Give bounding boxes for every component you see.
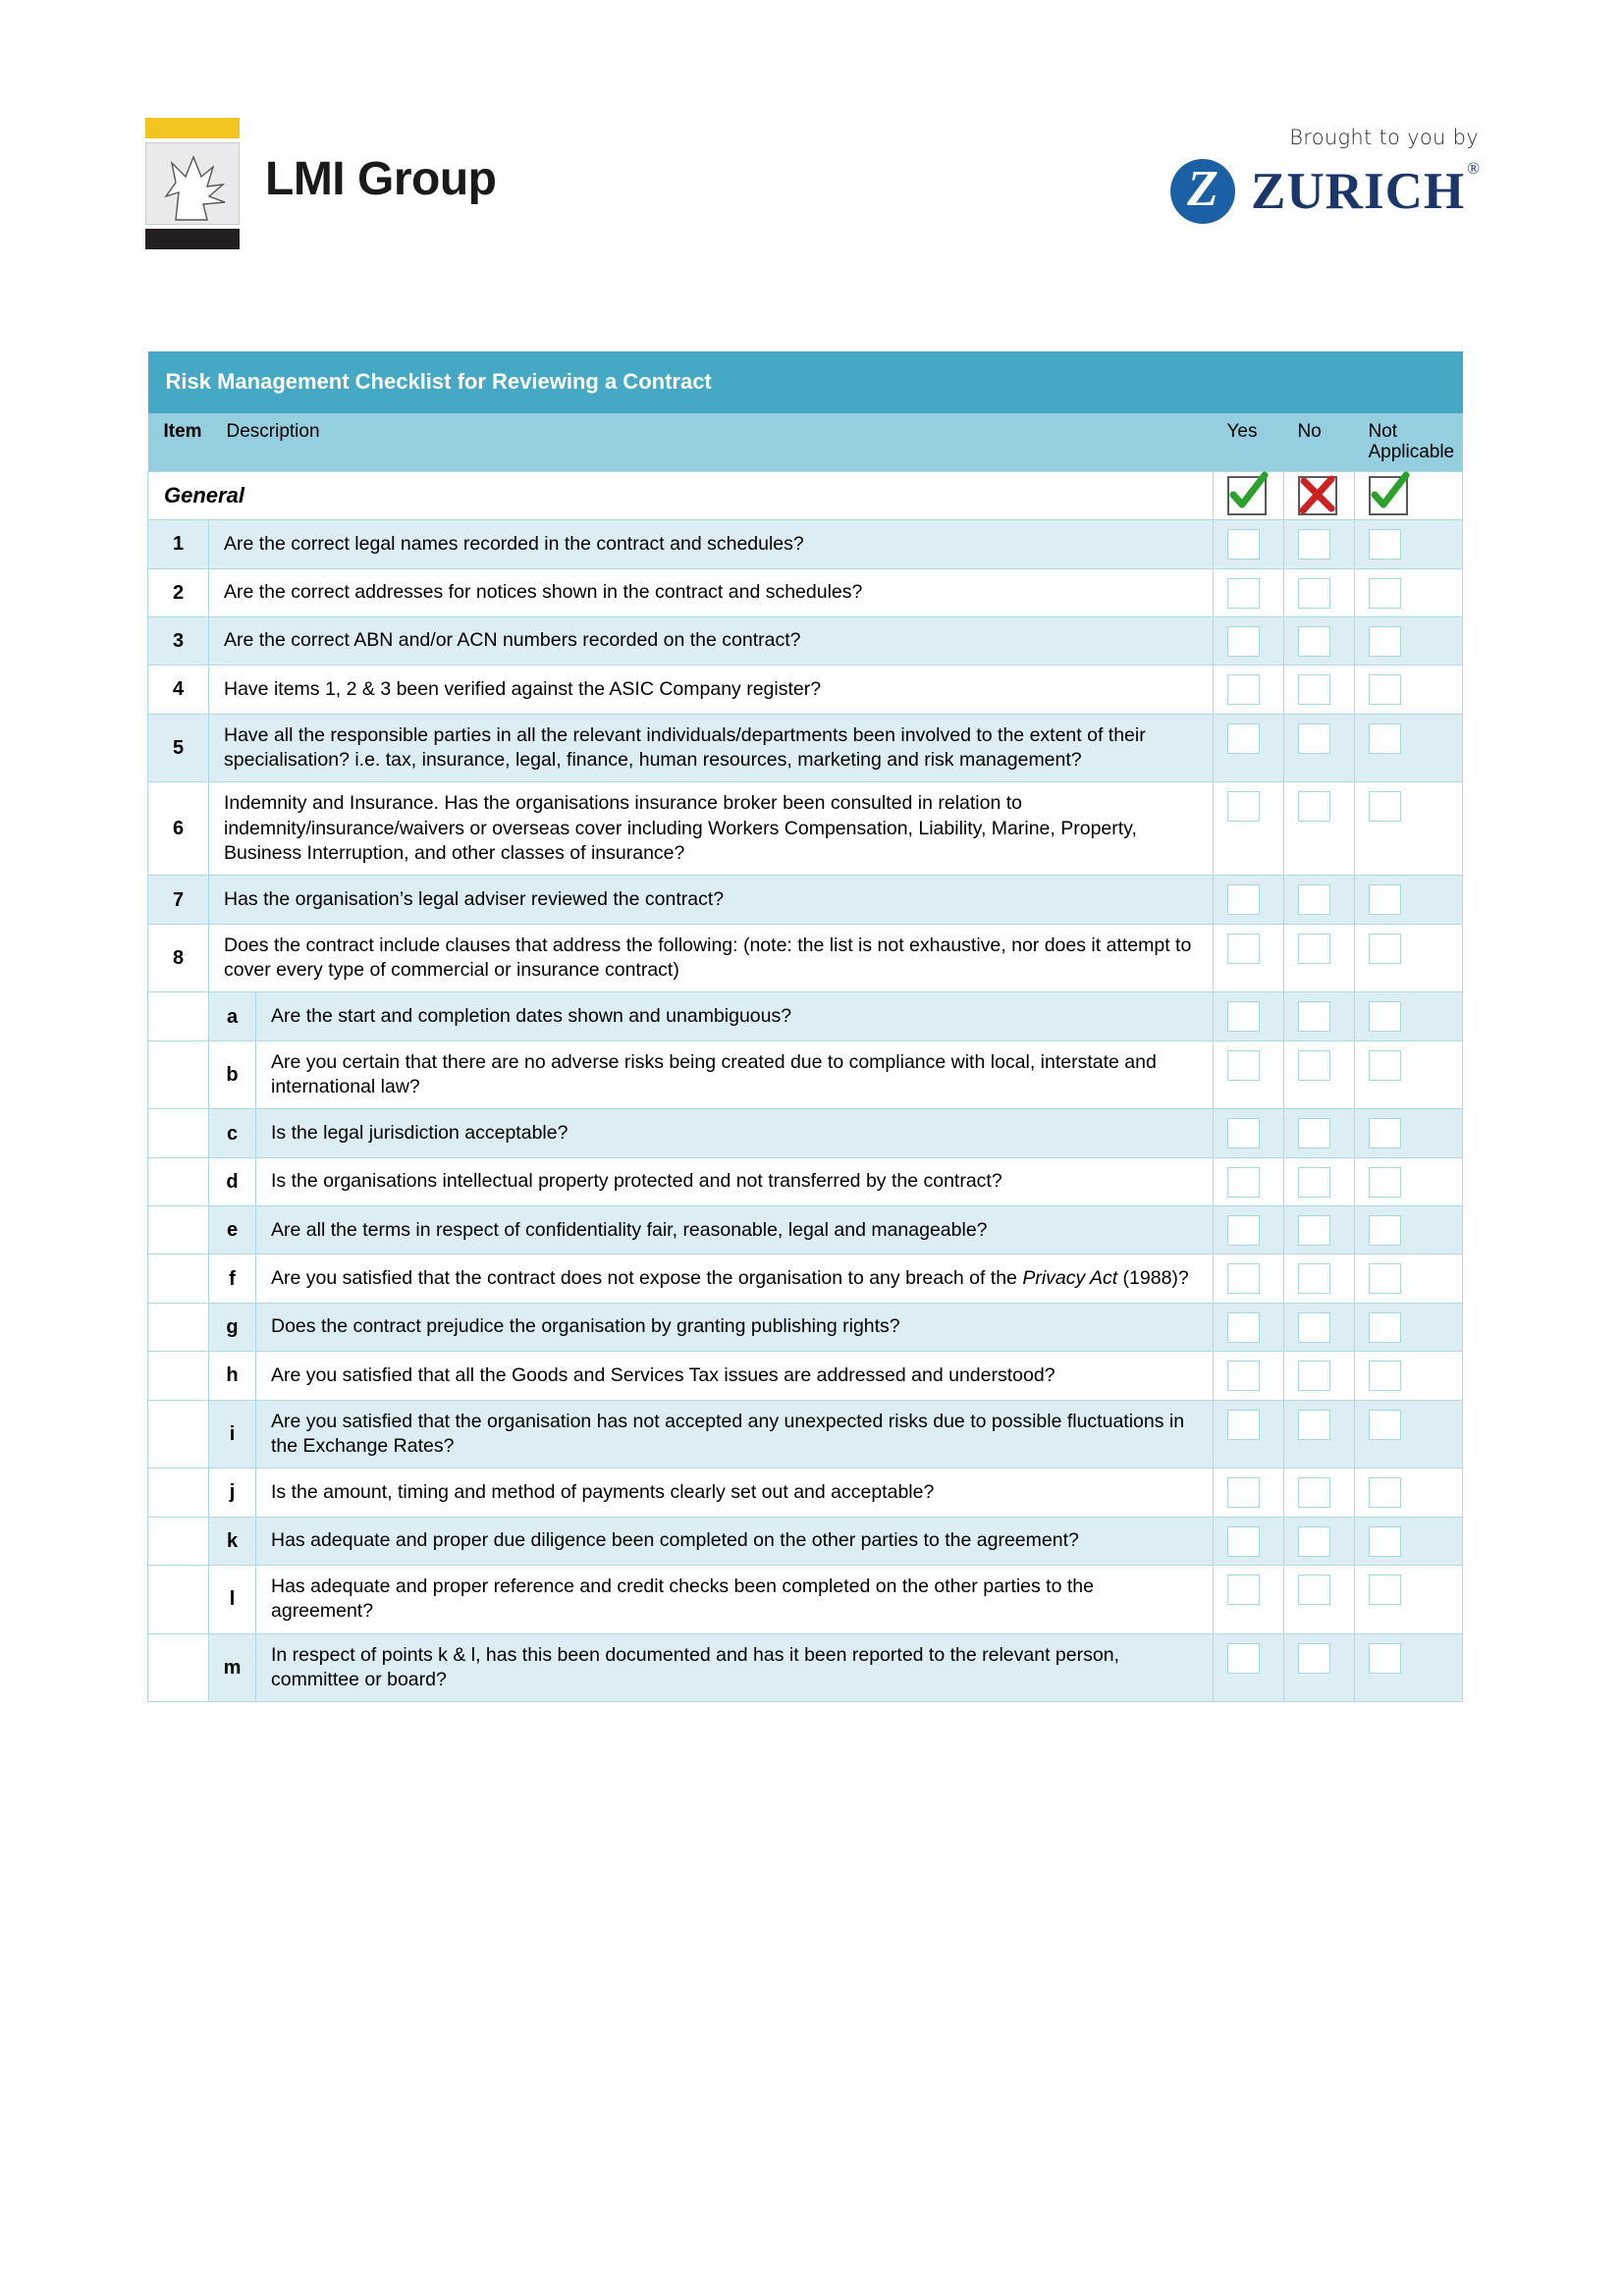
na-checkbox-cell[interactable]	[1354, 520, 1462, 568]
no-checkbox[interactable]	[1298, 1526, 1330, 1557]
no-checkbox[interactable]	[1298, 1118, 1330, 1148]
na-checkbox-cell[interactable]	[1354, 1633, 1462, 1702]
table-row	[148, 1206, 1463, 1255]
row-letter: j	[209, 1468, 256, 1517]
indent-cell	[148, 1565, 209, 1633]
no-checkbox-cell[interactable]	[1283, 1109, 1354, 1157]
na-checkbox-cell[interactable]	[1354, 1303, 1462, 1351]
indent-cell	[148, 1041, 209, 1109]
no-checkbox[interactable]	[1298, 723, 1330, 754]
row-description: Are all the terms in respect of confidentiality fair, reasonable, legal and manageable?	[256, 1206, 1214, 1255]
yes-checkbox[interactable]	[1227, 1477, 1260, 1508]
green-check-icon	[1369, 476, 1408, 515]
na-checkbox[interactable]	[1369, 1167, 1401, 1198]
yes-checkbox-cell[interactable]	[1213, 1206, 1283, 1255]
risk-management-checklist-table	[147, 351, 1463, 1702]
general-section-label: General	[148, 472, 1214, 520]
no-checkbox-cell[interactable]	[1283, 1400, 1354, 1468]
no-checkbox-cell[interactable]	[1283, 1157, 1354, 1205]
row-description	[256, 1255, 1214, 1303]
column-header-row	[148, 413, 1463, 472]
row-description: Have all the responsible parties in all the relevant individuals/departments been involved to the extent of their specialisation? i.e. tax, insurance, legal, finance, human resources, marketing and risk management?	[209, 714, 1214, 782]
no-checkbox[interactable]	[1298, 1215, 1330, 1246]
table-row	[148, 1109, 1463, 1157]
lmi-logo-mark	[145, 118, 240, 249]
no-checkbox-cell[interactable]	[1283, 714, 1354, 782]
no-checkbox-cell[interactable]	[1283, 1468, 1354, 1517]
na-checkbox[interactable]	[1369, 529, 1401, 560]
yes-checkbox-cell[interactable]	[1213, 1468, 1283, 1517]
yes-checkbox[interactable]	[1227, 1410, 1260, 1440]
red-cross-icon	[1298, 476, 1337, 515]
row-number: 6	[148, 782, 209, 876]
table-row	[148, 714, 1463, 782]
no-checkbox-cell[interactable]	[1283, 568, 1354, 616]
row-description: Does the contract prejudice the organisation by granting publishing rights?	[256, 1303, 1214, 1351]
table-row	[148, 1565, 1463, 1633]
no-checkbox-cell[interactable]	[1283, 616, 1354, 665]
checklist-container	[147, 351, 1463, 1702]
no-checkbox-cell[interactable]	[1283, 876, 1354, 924]
indent-cell	[148, 1206, 209, 1255]
yes-checkbox-cell[interactable]	[1213, 666, 1283, 714]
table-row	[148, 1633, 1463, 1702]
yes-checkbox[interactable]	[1227, 1001, 1260, 1032]
no-checkbox-cell[interactable]	[1283, 924, 1354, 992]
row-description: Has adequate and proper due diligence been completed on the other parties to the agreement?	[256, 1517, 1214, 1565]
row-letter: k	[209, 1517, 256, 1565]
zurich-z-letter: Z	[1187, 160, 1218, 217]
row-letter: l	[209, 1565, 256, 1633]
yes-checkbox[interactable]	[1227, 723, 1260, 754]
na-checkbox[interactable]	[1369, 1118, 1401, 1148]
lmi-group-logo	[145, 118, 496, 249]
no-checkbox[interactable]	[1298, 529, 1330, 560]
yes-checkbox[interactable]	[1227, 1526, 1260, 1557]
na-checkbox[interactable]	[1369, 1001, 1401, 1032]
table-row	[148, 1157, 1463, 1205]
column-header-na-line1: Not	[1368, 420, 1398, 442]
yes-checkbox-cell[interactable]	[1213, 1633, 1283, 1702]
no-checkbox-cell[interactable]	[1283, 1565, 1354, 1633]
column-header-not-applicable	[1354, 413, 1462, 472]
yes-checkbox[interactable]	[1227, 578, 1260, 609]
na-checkbox[interactable]	[1369, 1477, 1401, 1508]
na-checkbox-cell[interactable]	[1354, 1517, 1462, 1565]
row-description: Are you satisfied that the organisation has not accepted any unexpected risks due to possible fluctuations in the Exchange Rates?	[256, 1400, 1214, 1468]
row-letter: m	[209, 1633, 256, 1702]
no-checkbox[interactable]	[1298, 674, 1330, 705]
yes-checkbox[interactable]	[1227, 884, 1260, 915]
no-checkbox-cell[interactable]	[1283, 992, 1354, 1041]
na-checkbox-cell[interactable]	[1354, 1400, 1462, 1468]
yes-checkbox[interactable]	[1227, 934, 1260, 964]
yes-checkbox-cell[interactable]	[1213, 1565, 1283, 1633]
yes-checkbox[interactable]	[1227, 1312, 1260, 1343]
row-description: Is the amount, timing and method of payments clearly set out and acceptable?	[256, 1468, 1214, 1517]
na-checkbox-cell[interactable]	[1354, 1468, 1462, 1517]
brought-to-you-by-label: Brought to you by	[1289, 126, 1479, 149]
zurich-logo-icon	[1170, 159, 1235, 224]
na-checkbox-cell[interactable]	[1354, 714, 1462, 782]
zurich-wordmark	[1251, 158, 1481, 220]
na-checkbox-cell[interactable]	[1354, 616, 1462, 665]
na-checkbox[interactable]	[1369, 934, 1401, 964]
no-checkbox[interactable]	[1298, 1477, 1330, 1508]
row-letter: g	[209, 1303, 256, 1351]
no-checkbox-cell[interactable]	[1283, 1255, 1354, 1303]
indent-cell	[148, 1352, 209, 1400]
registered-trademark-icon: ®	[1467, 158, 1481, 178]
na-checkbox[interactable]	[1369, 674, 1401, 705]
indent-cell	[148, 1255, 209, 1303]
yes-checkbox-cell[interactable]	[1213, 1303, 1283, 1351]
na-checkbox[interactable]	[1369, 578, 1401, 609]
na-checkbox-cell[interactable]	[1354, 1206, 1462, 1255]
no-checkbox-cell[interactable]	[1283, 520, 1354, 568]
no-checkbox[interactable]	[1298, 1575, 1330, 1605]
indent-cell	[148, 1400, 209, 1468]
na-checkbox-cell[interactable]	[1354, 924, 1462, 992]
row-number: 4	[148, 666, 209, 714]
row-letter: b	[209, 1041, 256, 1109]
green-check-icon	[1227, 476, 1267, 515]
yes-checkbox[interactable]	[1227, 1361, 1260, 1391]
table-row	[148, 1255, 1463, 1303]
zurich-branding	[1170, 126, 1479, 224]
indent-cell	[148, 1157, 209, 1205]
na-checkbox-cell[interactable]	[1354, 782, 1462, 876]
yes-checkbox-cell[interactable]	[1213, 1157, 1283, 1205]
row-letter: c	[209, 1109, 256, 1157]
row-description: Has adequate and proper reference and credit checks been completed on the other parties to the agreement?	[256, 1565, 1214, 1633]
yes-checkbox-cell[interactable]	[1213, 520, 1283, 568]
indent-cell	[148, 1468, 209, 1517]
table-row	[148, 1468, 1463, 1517]
column-header-na-line2: Applicable	[1368, 442, 1455, 463]
yes-checkbox-cell[interactable]	[1213, 1109, 1283, 1157]
checklist-title-row	[148, 351, 1463, 413]
row-description-part1: Are you satisfied that the contract does not expose the organisation to any breach of the	[271, 1266, 1023, 1289]
yes-checkbox[interactable]	[1227, 1575, 1260, 1605]
no-checkbox-cell[interactable]	[1283, 1517, 1354, 1565]
na-checkbox[interactable]	[1369, 1361, 1401, 1391]
na-checkbox[interactable]	[1369, 1643, 1401, 1674]
no-checkbox-cell[interactable]	[1283, 1633, 1354, 1702]
na-checkbox[interactable]	[1369, 723, 1401, 754]
yes-checkbox-cell[interactable]	[1213, 1041, 1283, 1109]
column-header-no: No	[1283, 413, 1354, 472]
no-checkbox[interactable]	[1298, 578, 1330, 609]
lmi-wordmark: LMI Group	[265, 153, 497, 205]
checklist-title: Risk Management Checklist for Reviewing a Contract	[148, 351, 1463, 413]
row-description: Are the start and completion dates shown and unambiguous?	[256, 992, 1214, 1041]
no-checkbox[interactable]	[1298, 1050, 1330, 1081]
yes-checkbox[interactable]	[1227, 1643, 1260, 1674]
table-row	[148, 1303, 1463, 1351]
row-description: Does the contract include clauses that address the following: (note: the list is not exhaustive, nor does it attempt to cover every type of commercial or insurance contract)	[209, 924, 1214, 992]
no-checkbox[interactable]	[1298, 1263, 1330, 1294]
statute-title: Privacy Act	[1022, 1266, 1118, 1289]
yes-checkbox-cell[interactable]	[1213, 1255, 1283, 1303]
na-checkbox[interactable]	[1369, 1050, 1401, 1081]
row-description: Are the correct addresses for notices shown in the contract and schedules?	[209, 568, 1214, 616]
table-row	[148, 1400, 1463, 1468]
na-checkbox-cell[interactable]	[1354, 992, 1462, 1041]
row-number: 1	[148, 520, 209, 568]
yes-checkbox[interactable]	[1227, 1167, 1260, 1198]
na-checkbox-cell[interactable]	[1354, 1565, 1462, 1633]
yes-checkbox[interactable]	[1227, 674, 1260, 705]
yes-checkbox-cell[interactable]	[1213, 616, 1283, 665]
no-checkbox[interactable]	[1298, 1167, 1330, 1198]
indent-cell	[148, 1517, 209, 1565]
na-checkbox[interactable]	[1369, 884, 1401, 915]
row-description: Has the organisation’s legal adviser reviewed the contract?	[209, 876, 1214, 924]
table-row	[148, 1041, 1463, 1109]
row-description-part2: (1988)?	[1117, 1266, 1189, 1289]
row-description: Are you satisfied that all the Goods and Services Tax issues are addressed and understood?	[256, 1352, 1214, 1400]
no-checkbox-cell[interactable]	[1283, 782, 1354, 876]
row-number: 2	[148, 568, 209, 616]
column-header-item: Item	[148, 413, 209, 472]
no-checkbox-cell[interactable]	[1283, 1352, 1354, 1400]
row-description: Have items 1, 2 & 3 been verified against the ASIC Company register?	[209, 666, 1214, 714]
na-checkbox-cell[interactable]	[1354, 1352, 1462, 1400]
no-checkbox[interactable]	[1298, 884, 1330, 915]
indent-cell	[148, 1303, 209, 1351]
row-number: 8	[148, 924, 209, 992]
na-checkbox-cell[interactable]	[1354, 1109, 1462, 1157]
table-row	[148, 924, 1463, 992]
row-letter: a	[209, 992, 256, 1041]
legend-na-cell	[1354, 472, 1462, 520]
no-checkbox-cell[interactable]	[1283, 666, 1354, 714]
lmi-yellow-bar	[145, 118, 240, 138]
na-checkbox[interactable]	[1369, 1526, 1401, 1557]
yes-checkbox[interactable]	[1227, 1263, 1260, 1294]
yes-checkbox[interactable]	[1227, 791, 1260, 822]
row-number: 5	[148, 714, 209, 782]
table-row	[148, 1517, 1463, 1565]
row-description: In respect of points k & l, has this been documented and has it been reported to the relevant person, committee or board?	[256, 1633, 1214, 1702]
zurich-wordmark-text: ZURICH	[1251, 162, 1466, 220]
row-description: Indemnity and Insurance. Has the organisations insurance broker been consulted in relation to indemnity/insurance/waivers or overseas cover including Workers Compensation, Liability, Marine, Property, Business Interruption, and other classes of insurance?	[209, 782, 1214, 876]
lmi-black-bar	[145, 229, 240, 249]
na-checkbox[interactable]	[1369, 1410, 1401, 1440]
na-checkbox[interactable]	[1369, 626, 1401, 657]
table-row	[148, 520, 1463, 568]
column-header-description: Description	[209, 413, 1214, 472]
no-checkbox[interactable]	[1298, 1001, 1330, 1032]
general-section-row	[148, 472, 1463, 520]
yes-checkbox[interactable]	[1227, 626, 1260, 657]
indent-cell	[148, 992, 209, 1041]
row-letter: i	[209, 1400, 256, 1468]
row-number: 7	[148, 876, 209, 924]
yes-checkbox-cell[interactable]	[1213, 782, 1283, 876]
table-row	[148, 568, 1463, 616]
na-checkbox-cell[interactable]	[1354, 1041, 1462, 1109]
na-checkbox-cell[interactable]	[1354, 666, 1462, 714]
table-row	[148, 666, 1463, 714]
yes-checkbox[interactable]	[1227, 1118, 1260, 1148]
legend-no-cell	[1283, 472, 1354, 520]
legend-yes-cell	[1213, 472, 1283, 520]
yes-checkbox[interactable]	[1227, 1050, 1260, 1081]
yes-checkbox-cell[interactable]	[1213, 924, 1283, 992]
yes-checkbox-cell[interactable]	[1213, 1352, 1283, 1400]
row-letter: d	[209, 1157, 256, 1205]
no-checkbox[interactable]	[1298, 791, 1330, 822]
no-checkbox[interactable]	[1298, 1361, 1330, 1391]
yes-checkbox-cell[interactable]	[1213, 876, 1283, 924]
indent-cell	[148, 1633, 209, 1702]
no-checkbox[interactable]	[1298, 1312, 1330, 1343]
indent-cell	[148, 1109, 209, 1157]
row-description: Are you certain that there are no adverse risks being created due to compliance with local, interstate and international law?	[256, 1041, 1214, 1109]
table-row	[148, 1352, 1463, 1400]
table-row	[148, 616, 1463, 665]
lmi-leaf-icon	[145, 142, 240, 225]
yes-checkbox-cell[interactable]	[1213, 1400, 1283, 1468]
no-checkbox[interactable]	[1298, 1410, 1330, 1440]
row-description: Is the legal jurisdiction acceptable?	[256, 1109, 1214, 1157]
no-checkbox[interactable]	[1298, 626, 1330, 657]
na-checkbox-cell[interactable]	[1354, 568, 1462, 616]
na-checkbox-cell[interactable]	[1354, 1157, 1462, 1205]
table-row	[148, 876, 1463, 924]
yes-checkbox-cell[interactable]	[1213, 992, 1283, 1041]
yes-checkbox[interactable]	[1227, 529, 1260, 560]
no-checkbox[interactable]	[1298, 1643, 1330, 1674]
no-checkbox-cell[interactable]	[1283, 1206, 1354, 1255]
column-header-yes: Yes	[1213, 413, 1283, 472]
na-checkbox[interactable]	[1369, 1263, 1401, 1294]
yes-checkbox-cell[interactable]	[1213, 1517, 1283, 1565]
row-description: Is the organisations intellectual property protected and not transferred by the contract?	[256, 1157, 1214, 1205]
row-description: Are the correct ABN and/or ACN numbers recorded on the contract?	[209, 616, 1214, 665]
na-checkbox[interactable]	[1369, 1575, 1401, 1605]
na-checkbox[interactable]	[1369, 1215, 1401, 1246]
page-header	[0, 0, 1624, 245]
no-checkbox-cell[interactable]	[1283, 1303, 1354, 1351]
row-letter: h	[209, 1352, 256, 1400]
row-description: Are the correct legal names recorded in the contract and schedules?	[209, 520, 1214, 568]
na-checkbox-cell[interactable]	[1354, 876, 1462, 924]
row-letter: f	[209, 1255, 256, 1303]
table-row	[148, 782, 1463, 876]
yes-checkbox-cell[interactable]	[1213, 714, 1283, 782]
na-checkbox[interactable]	[1369, 1312, 1401, 1343]
row-number: 3	[148, 616, 209, 665]
na-checkbox[interactable]	[1369, 791, 1401, 822]
yes-checkbox[interactable]	[1227, 1215, 1260, 1246]
yes-checkbox-cell[interactable]	[1213, 568, 1283, 616]
table-row	[148, 992, 1463, 1041]
no-checkbox-cell[interactable]	[1283, 1041, 1354, 1109]
row-letter: e	[209, 1206, 256, 1255]
na-checkbox-cell[interactable]	[1354, 1255, 1462, 1303]
no-checkbox[interactable]	[1298, 934, 1330, 964]
